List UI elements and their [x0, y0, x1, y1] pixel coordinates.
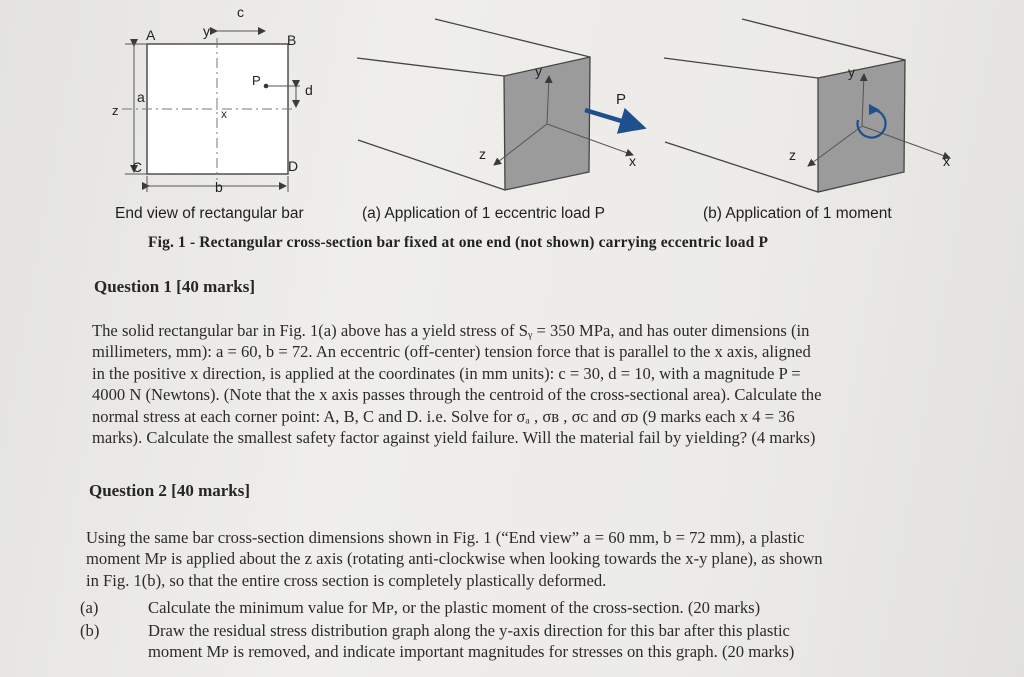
question-1-line: normal stress at each corner point: A, B, C and D. i.e. Solve for σₐ , σʙ , σᴄ and σᴅ (9 marks each x 4 = 36	[92, 406, 795, 426]
figure-1	[0, 0, 1024, 210]
question-2-part-b	[80, 620, 990, 664]
part-a-line: Calculate the minimum value for Mᴘ, or the plastic moment of the cross-section. (20 marks)	[148, 598, 761, 617]
part-a-text	[148, 597, 760, 618]
dimension-label-b: b	[215, 179, 223, 195]
question-1-line: 4000 N (Newtons). (Note that the x axis passes through the centroid of the cross-sectional area). Calculate the	[92, 385, 822, 405]
bar-a-axis-z: z	[479, 146, 486, 162]
part-b-tag: (b)	[80, 621, 100, 640]
part-b-line: Draw the residual stress distribution graph along the y-axis direction for this bar after this plastic	[148, 621, 790, 640]
point-label-p: P	[252, 73, 261, 88]
end-view-diagram	[112, 4, 313, 195]
corner-label-a: A	[146, 27, 156, 43]
bar-moment-diagram	[664, 19, 950, 192]
bar-b-axis-y: y	[848, 64, 855, 80]
figure-captions	[0, 205, 1024, 229]
question-2-part-a	[80, 597, 990, 619]
question-1-line: millimeters, mm): a = 60, b = 72. An eccentric (off-center) tension force that is parallel to the x axis, aligned	[92, 342, 811, 362]
bar-b-axis-x: x	[943, 153, 950, 169]
caption-moment: (b) Application of 1 moment	[703, 205, 892, 222]
question-1-line: marks). Calculate the smallest safety factor against yield failure. Will the material fail by yielding? (4 marks)	[92, 428, 816, 448]
axis-label-z: z	[112, 103, 119, 118]
dimension-label-c: c	[237, 4, 244, 20]
question-2-body	[86, 527, 986, 591]
axis-label-y: y	[203, 23, 210, 39]
corner-label-b: B	[287, 32, 297, 48]
caption-end-view: End view of rectangular bar	[115, 205, 304, 222]
question-2-line: in Fig. 1(b), so that the entire cross section is completely plastically deformed.	[86, 570, 607, 590]
load-point-p	[264, 84, 269, 89]
question-1-body	[92, 320, 972, 448]
part-a-tag: (a)	[80, 598, 99, 617]
question-2-line: moment Mᴘ is applied about the z axis (rotating anti-clockwise when looking towards the x-y plane), as shown	[86, 549, 823, 569]
caption-eccentric-load: (a) Application of 1 eccentric load P	[362, 205, 605, 222]
question-1-heading: Question 1 [40 marks]	[94, 277, 256, 296]
axis-label-x: x	[221, 107, 227, 121]
dimension-label-d: d	[305, 82, 313, 98]
bar-a-load-label: P	[616, 91, 627, 108]
corner-label-d: D	[288, 158, 299, 174]
bar-b-axis-z: z	[789, 147, 796, 163]
question-1-line: in the positive x direction, is applied at the coordinates (in mm units): c = 30, d = 10, with a magnitude P =	[92, 363, 801, 383]
question-1-line: The solid rectangular bar in Fig. 1(a) above has a yield stress of Sᵧ = 350 MPa, and has outer dimensions (in	[92, 321, 810, 340]
bar-eccentric-load-diagram	[357, 19, 638, 190]
part-b-line: moment Mᴘ is removed, and indicate important magnitudes for stresses on this graph. (20 marks)	[148, 642, 795, 662]
corner-label-c: C	[132, 159, 143, 175]
bar-a-axis-x: x	[629, 153, 636, 169]
question-2-line: Using the same bar cross-section dimensions shown in Fig. 1 (“End view” a = 60 mm, b = 72 mm), a plastic	[86, 528, 805, 547]
bar-a-axis-y: y	[535, 63, 542, 79]
dimension-label-a: a	[137, 89, 145, 105]
part-b-text	[148, 620, 794, 663]
figure-title: Fig. 1 - Rectangular cross-section bar fixed at one end (not shown) carrying eccentric load P	[148, 234, 769, 251]
question-2-heading: Question 2 [40 marks]	[89, 481, 251, 500]
